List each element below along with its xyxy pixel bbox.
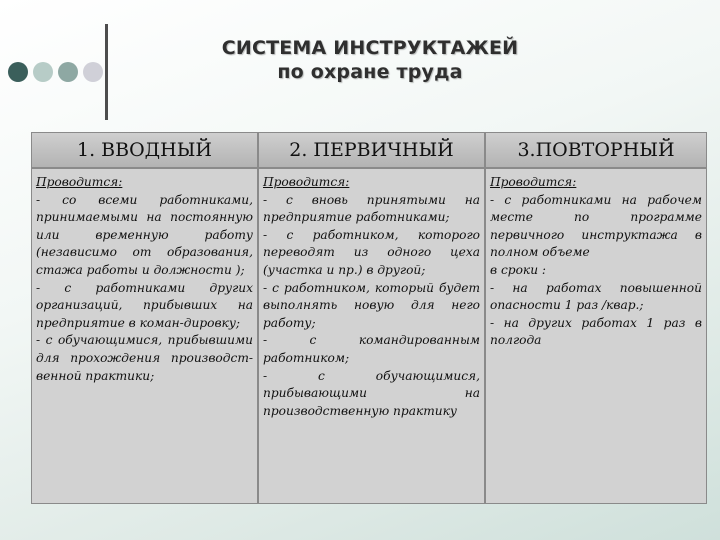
cell-lead: Проводится: [36,175,123,189]
decorative-dot [58,62,78,82]
decorative-dot [33,62,53,82]
cell-lead: Проводится: [490,175,577,189]
table-cell-introductory [31,168,258,504]
cell-body: - со всеми работниками, принимаемыми на постоянную или временную работу (независимо от образования, стажа работы и должности ); - с работниками других организаций, прибывших на предприятие в коман-дировку; - с обучающимися, прибывшими для прохождения производст-венной практики; [36,192,253,383]
slide-title-line2: по охране труда [277,61,463,83]
briefing-types-table [31,132,707,504]
column-header-repeated: 3.ПОВТОРНЫЙ [485,132,707,168]
decorative-vertical-line [105,24,108,120]
decorative-dot [8,62,28,82]
table-cell-primary [258,168,485,504]
column-header-introductory: 1. ВВОДНЫЙ [31,132,258,168]
decorative-dot [83,62,103,82]
decorative-dots [8,62,103,82]
column-header-primary: 2. ПЕРВИЧНЫЙ [258,132,485,168]
slide-title-line1: СИСТЕМА ИНСТРУКТАЖЕЙ [221,37,519,59]
cell-body: - с вновь принятыми на предприятие работниками; - с работником, которого переводят из одного цеха (участка и пр.) в другой; - с работником, который будет выполнять новую для него работу; - с командированным работником; - с обучающимися, прибывающими на производственную практику [263,192,480,418]
table-cell-repeated [485,168,707,504]
slide-title [200,36,540,84]
cell-body: - с работниками на рабочем месте по программе первичного инструктажа в полном объеме в сроки : - на работах повышенной опасности 1 раз /квар.; - на других работах 1 раз в полгода [490,192,702,348]
cell-lead: Проводится: [263,175,350,189]
